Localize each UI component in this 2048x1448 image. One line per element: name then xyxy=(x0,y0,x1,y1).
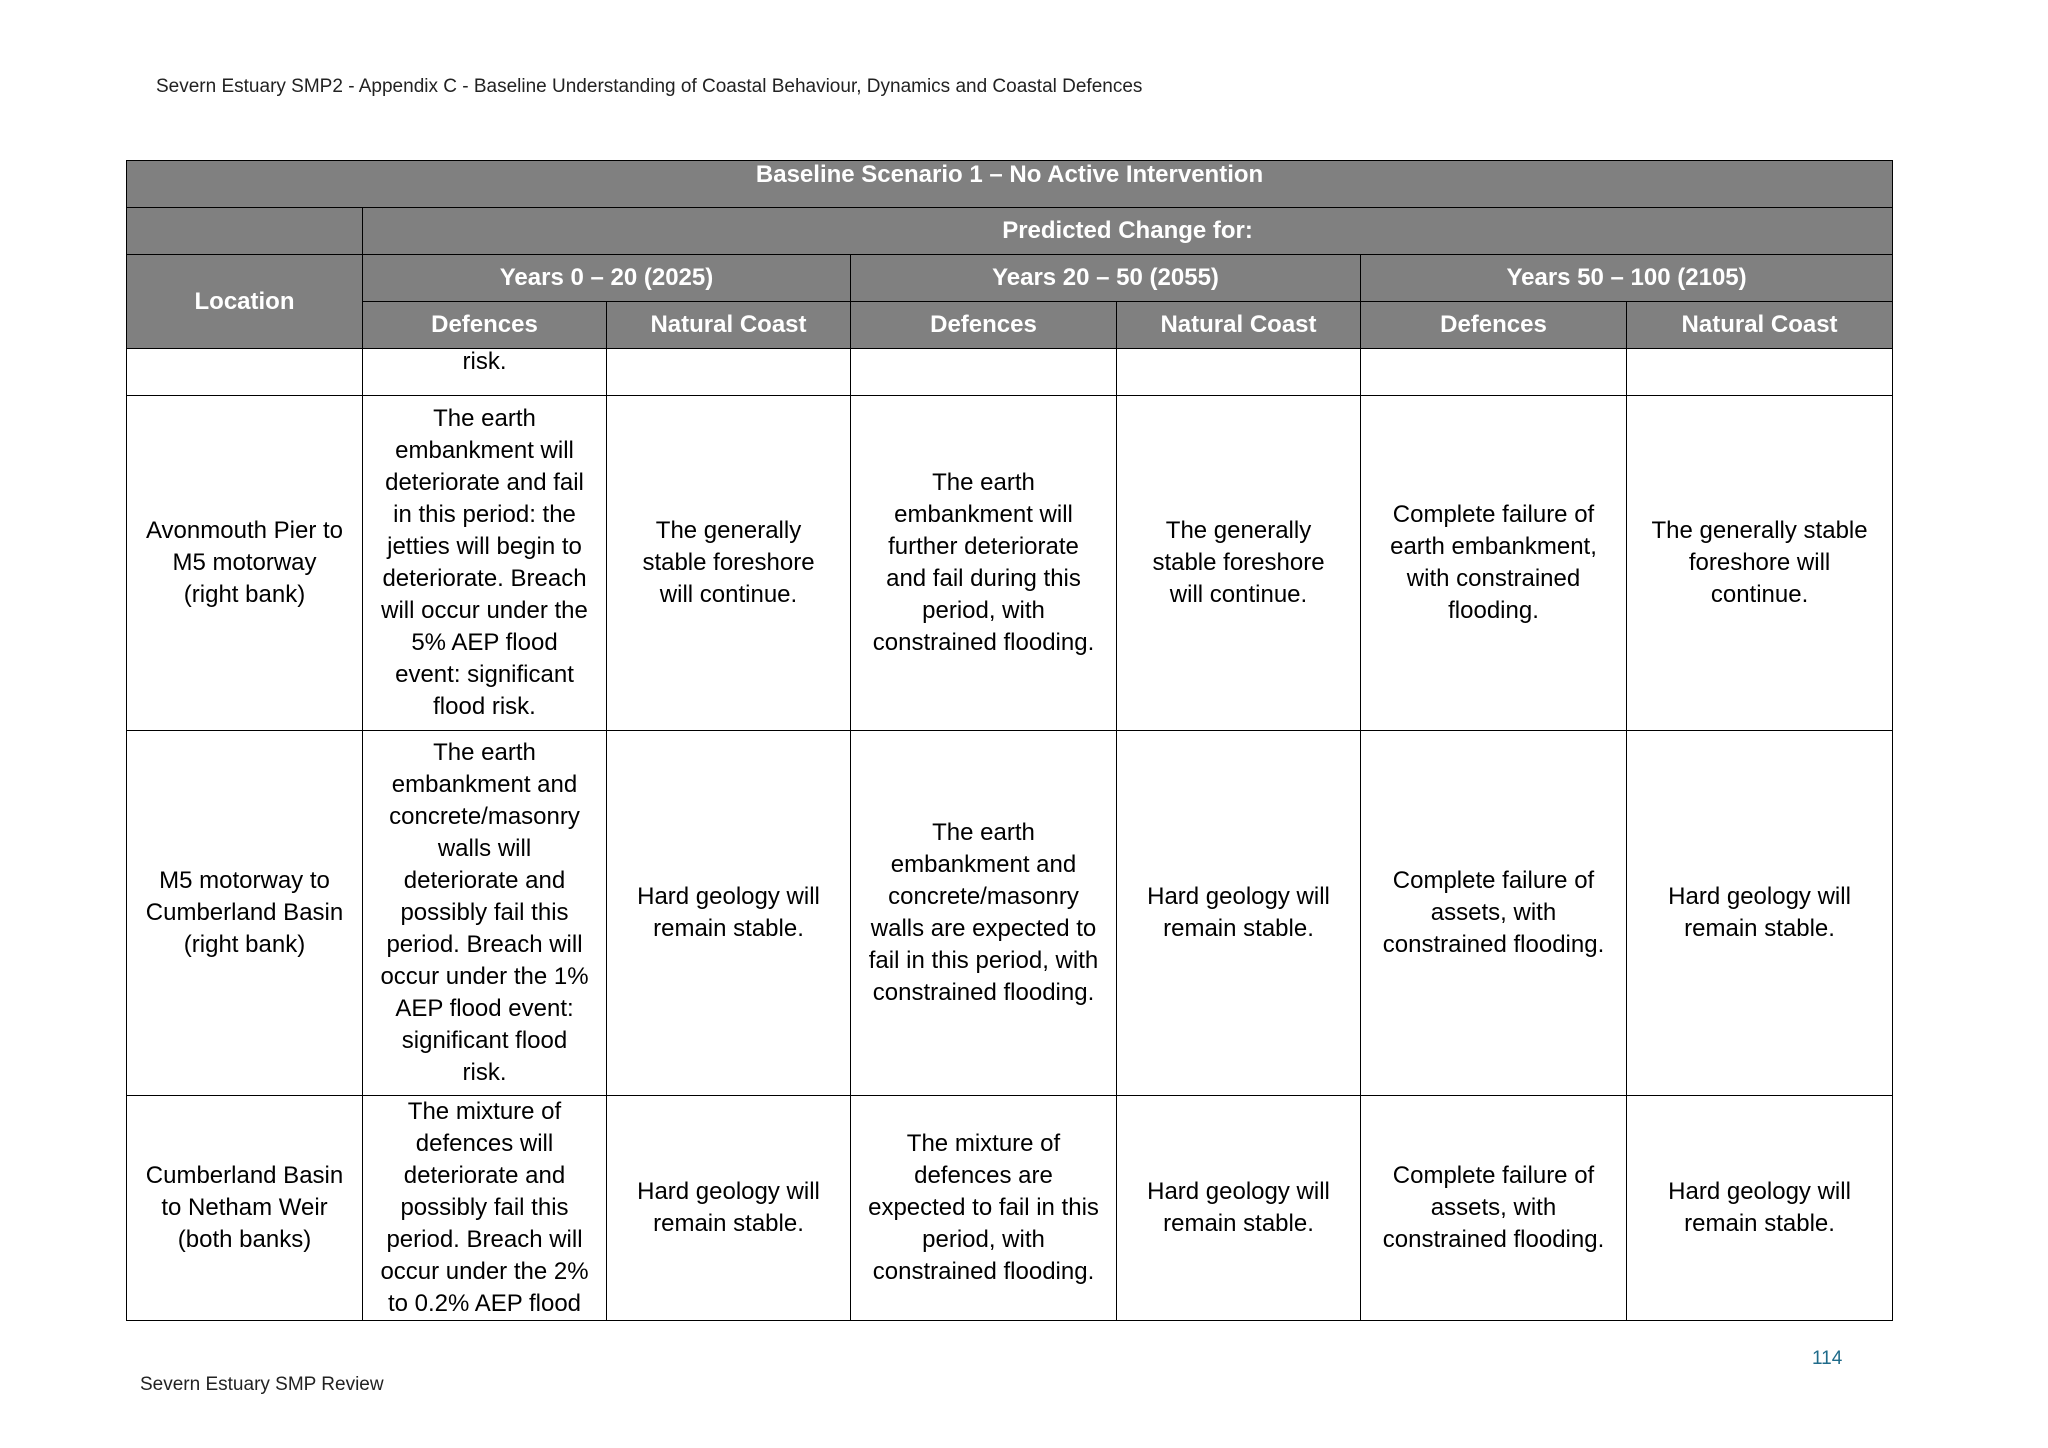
table-cell xyxy=(1361,1096,1627,1321)
cell-text: The generally stable foreshore will continue. xyxy=(642,517,815,608)
table-cell xyxy=(851,396,1117,731)
period-header-3: Years 50 – 100 (2105) xyxy=(1361,255,1893,302)
table-cell xyxy=(607,731,851,1096)
page-header: Severn Estuary SMP2 - Appendix C - Baseline Understanding of Coastal Behaviour, Dynamics and Coastal Defences xyxy=(156,76,1143,97)
location-text: Avonmouth Pier to M5 motorway (right bank) xyxy=(145,517,343,608)
table-cell xyxy=(1117,1096,1361,1321)
table-cell xyxy=(1117,731,1361,1096)
cell-text: Hard geology will remain stable. xyxy=(1147,1178,1330,1237)
table-cell xyxy=(1361,396,1627,731)
location-cell xyxy=(127,1096,363,1321)
cell-text: Hard geology will remain stable. xyxy=(637,883,820,942)
table-cell xyxy=(1627,1096,1893,1321)
table-cell xyxy=(1117,349,1361,396)
page-number: 114 xyxy=(1812,1348,1843,1369)
cell-text: The mixture of defences are expected to fail in this period, with constrained flooding. xyxy=(868,1130,1099,1285)
table-cell xyxy=(363,396,607,731)
table-cell xyxy=(607,1096,851,1321)
period-header-2: Years 20 – 50 (2055) xyxy=(851,255,1361,302)
table-row xyxy=(127,349,1893,396)
cell-text: Complete failure of assets, with constrained flooding. xyxy=(1382,867,1605,958)
table-cell xyxy=(607,349,851,396)
table-cell xyxy=(1361,349,1627,396)
subheader-natural-coast: Natural Coast xyxy=(1117,302,1361,349)
baseline-scenario-table xyxy=(126,160,1893,1321)
table-cell: risk. xyxy=(363,349,607,396)
cell-text: The earth embankment will further deteriorate and fail during this period, with constrained flooding. xyxy=(872,469,1095,656)
cell-text: The earth embankment will deteriorate and fail in this period: the jetties will begin to deteriorate. Breach will occur under the 5% AEP flood event: significant flood risk. xyxy=(381,405,588,720)
table-cell xyxy=(363,1096,607,1321)
cell-text: Hard geology will remain stable. xyxy=(1147,883,1330,942)
predicted-change-header: Predicted Change for: xyxy=(363,208,1893,255)
subheader-defences: Defences xyxy=(1361,302,1627,349)
table-row xyxy=(127,1096,1893,1321)
table-title: Baseline Scenario 1 – No Active Intervention xyxy=(127,161,1893,208)
blank-header-cell xyxy=(127,208,363,255)
cell-text: The earth embankment and concrete/masonry walls will deteriorate and possibly fail this period. Breach will occur under the 1% AEP flood event: significant flood risk. xyxy=(380,739,589,1086)
cell-text: Hard geology will remain stable. xyxy=(1668,1178,1851,1237)
location-text: M5 motorway to Cumberland Basin (right bank) xyxy=(145,867,344,958)
table-cell xyxy=(1627,396,1893,731)
table-cell xyxy=(1361,731,1627,1096)
table-row xyxy=(127,396,1893,731)
subheader-natural-coast: Natural Coast xyxy=(607,302,851,349)
table-cell xyxy=(851,731,1117,1096)
table-cell xyxy=(363,731,607,1096)
cell-text: The mixture of defences will deteriorate and possibly fail this period. Breach will occur under the 2% to 0.2% AEP flood xyxy=(380,1098,589,1317)
cell-text: Hard geology will remain stable. xyxy=(637,1178,820,1237)
table-cell xyxy=(851,349,1117,396)
period-header-1: Years 0 – 20 (2025) xyxy=(363,255,851,302)
location-cell xyxy=(127,396,363,731)
table-cell xyxy=(1627,349,1893,396)
location-cell xyxy=(127,731,363,1096)
location-cell xyxy=(127,349,363,396)
subheader-natural-coast: Natural Coast xyxy=(1627,302,1893,349)
location-header: Location xyxy=(127,255,363,349)
table-cell xyxy=(851,1096,1117,1321)
cell-text: The earth embankment and concrete/masonry walls are expected to fail in this period, with constrained flooding. xyxy=(868,819,1099,1006)
table-cell xyxy=(1627,731,1893,1096)
table-cell xyxy=(607,396,851,731)
table-cell xyxy=(1117,396,1361,731)
cell-text: Hard geology will remain stable. xyxy=(1668,883,1851,942)
cell-text: Complete failure of earth embankment, with constrained flooding. xyxy=(1390,501,1597,624)
subheader-defences: Defences xyxy=(851,302,1117,349)
cell-text: Complete failure of assets, with constrained flooding. xyxy=(1382,1162,1605,1253)
cell-text: The generally stable foreshore will continue. xyxy=(1651,517,1868,608)
subheader-defences: Defences xyxy=(363,302,607,349)
page-footer: Severn Estuary SMP Review xyxy=(140,1374,384,1395)
location-text: Cumberland Basin to Netham Weir (both banks) xyxy=(145,1162,344,1253)
cell-text: The generally stable foreshore will continue. xyxy=(1152,517,1325,608)
table-row xyxy=(127,731,1893,1096)
